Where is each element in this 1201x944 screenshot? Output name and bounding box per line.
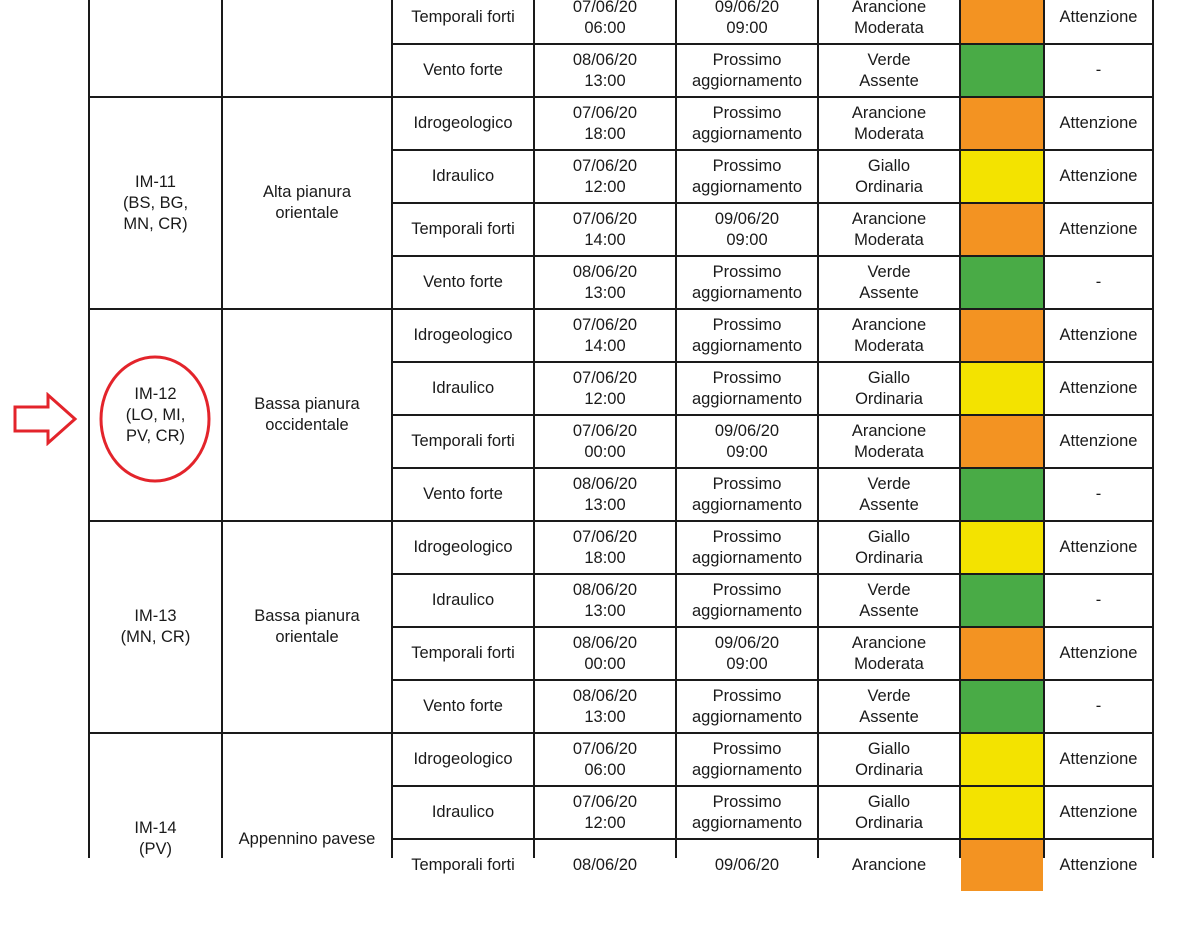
alert-color-swatch xyxy=(961,310,1043,361)
alert-level-cell: Arancione Moderata xyxy=(851,103,927,143)
phase-cell: - xyxy=(1095,61,1102,79)
risk-type-cell: Temporali forti xyxy=(411,432,515,450)
start-date-cell: 07/06/20 14:00 xyxy=(572,209,638,249)
alert-color-swatch xyxy=(961,787,1043,838)
column-divider xyxy=(88,0,90,858)
alert-level-cell: Verde Assente xyxy=(859,686,919,726)
alert-color-swatch xyxy=(961,575,1043,626)
risk-type-cell: Idrogeologico xyxy=(413,538,513,556)
alert-color-swatch xyxy=(961,469,1043,520)
start-date-cell: 07/06/20 06:00 xyxy=(572,0,638,37)
alert-color-swatch xyxy=(961,45,1043,96)
risk-type-cell: Idraulico xyxy=(431,379,495,397)
phase-cell: Attenzione xyxy=(1059,379,1138,397)
risk-type-cell: Idrogeologico xyxy=(413,750,513,768)
risk-type-cell: Vento forte xyxy=(423,697,503,715)
alert-level-cell: Arancione Moderata xyxy=(851,315,927,355)
end-date-cell: 09/06/20 09:00 xyxy=(714,209,780,249)
end-date-cell: Prossimo aggiornamento xyxy=(691,156,803,196)
alert-color-swatch xyxy=(961,363,1043,414)
risk-type-cell: Vento forte xyxy=(423,61,503,79)
zone-name-cell: Bassa pianura occidentale xyxy=(254,395,360,434)
alert-level-cell: Giallo Ordinaria xyxy=(855,156,923,196)
highlight-circle xyxy=(98,352,214,486)
end-date-cell: Prossimo aggiornamento xyxy=(691,792,803,832)
phase-cell: - xyxy=(1095,697,1102,715)
start-date-cell: 07/06/20 18:00 xyxy=(572,103,638,143)
phase-cell: Attenzione xyxy=(1059,856,1138,874)
phase-cell: Attenzione xyxy=(1059,538,1138,556)
alert-color-swatch xyxy=(961,522,1043,573)
column-divider xyxy=(1043,0,1045,858)
start-date-cell: 08/06/20 00:00 xyxy=(572,633,638,673)
end-date-cell: 09/06/20 09:00 xyxy=(714,421,780,461)
phase-cell: Attenzione xyxy=(1059,750,1138,768)
end-date-cell: Prossimo aggiornamento xyxy=(691,474,803,514)
zone-code-cell: IM-11 (BS, BG, MN, CR) xyxy=(122,172,189,233)
end-date-cell: Prossimo aggiornamento xyxy=(691,368,803,408)
column-divider xyxy=(221,0,223,858)
phase-cell: Attenzione xyxy=(1059,644,1138,662)
start-date-cell: 07/06/20 06:00 xyxy=(572,739,638,779)
alert-level-cell: Giallo Ordinaria xyxy=(855,739,923,779)
phase-cell: - xyxy=(1095,485,1102,503)
column-divider xyxy=(391,0,393,858)
alert-color-swatch xyxy=(961,151,1043,202)
risk-type-cell: Temporali forti xyxy=(411,856,515,874)
risk-type-cell: Temporali forti xyxy=(411,8,515,26)
alert-level-cell: Giallo Ordinaria xyxy=(855,527,923,567)
start-date-cell: 07/06/20 12:00 xyxy=(572,368,638,408)
start-date-cell: 08/06/20 13:00 xyxy=(572,474,638,514)
alert-level-cell: Arancione Moderata xyxy=(851,421,927,461)
alert-color-swatch xyxy=(961,257,1043,308)
alert-level-cell: Arancione Moderata xyxy=(851,209,927,249)
zone-name-cell xyxy=(223,0,391,96)
alert-level-cell: Verde Assente xyxy=(859,50,919,90)
zone-code-cell: IM-14 (PV) xyxy=(134,819,177,858)
alert-level-cell: Arancione Moderata xyxy=(851,0,927,37)
phase-cell: Attenzione xyxy=(1059,114,1138,132)
risk-type-cell: Vento forte xyxy=(423,485,503,503)
zone-name-cell: Appennino pavese xyxy=(238,829,376,848)
alert-level-cell: Giallo Ordinaria xyxy=(855,368,923,408)
phase-cell: - xyxy=(1095,591,1102,609)
alert-color-swatch xyxy=(961,416,1043,467)
end-date-cell: 09/06/20 09:00 xyxy=(714,633,780,673)
start-date-cell: 08/06/20 xyxy=(572,856,638,874)
phase-cell: Attenzione xyxy=(1059,432,1138,450)
end-date-cell: Prossimo aggiornamento xyxy=(691,580,803,620)
risk-type-cell: Idrogeologico xyxy=(413,114,513,132)
phase-cell: Attenzione xyxy=(1059,167,1138,185)
start-date-cell: 07/06/20 12:00 xyxy=(572,792,638,832)
alert-level-cell: Arancione Moderata xyxy=(851,633,927,673)
alert-color-swatch xyxy=(961,734,1043,785)
risk-type-cell: Idraulico xyxy=(431,167,495,185)
end-date-cell: Prossimo aggiornamento xyxy=(691,50,803,90)
risk-type-cell: Idrogeologico xyxy=(413,326,513,344)
start-date-cell: 07/06/20 12:00 xyxy=(572,156,638,196)
phase-cell: Attenzione xyxy=(1059,803,1138,821)
alert-level-cell: Arancione xyxy=(851,856,927,874)
end-date-cell: Prossimo aggiornamento xyxy=(691,103,803,143)
end-date-cell: Prossimo aggiornamento xyxy=(691,686,803,726)
column-divider xyxy=(1152,0,1154,858)
column-divider xyxy=(959,0,961,858)
zone-code-cell: IM-13 (MN, CR) xyxy=(120,607,191,646)
alert-color-swatch xyxy=(961,840,1043,891)
risk-type-cell: Temporali forti xyxy=(411,644,515,662)
zone-name-cell: Alta pianura orientale xyxy=(262,183,352,222)
alert-color-swatch xyxy=(961,628,1043,679)
end-date-cell: Prossimo aggiornamento xyxy=(691,527,803,567)
column-divider xyxy=(817,0,819,858)
alert-level-cell: Verde Assente xyxy=(859,474,919,514)
start-date-cell: 07/06/20 18:00 xyxy=(572,527,638,567)
end-date-cell: 09/06/20 09:00 xyxy=(714,0,780,37)
column-divider xyxy=(675,0,677,858)
phase-cell: - xyxy=(1095,273,1102,291)
risk-type-cell: Vento forte xyxy=(423,273,503,291)
alert-level-cell: Verde Assente xyxy=(859,262,919,302)
zone-name-cell: Bassa pianura orientale xyxy=(254,607,360,646)
alert-color-swatch xyxy=(961,98,1043,149)
start-date-cell: 07/06/20 14:00 xyxy=(572,315,638,355)
end-date-cell: Prossimo aggiornamento xyxy=(691,739,803,779)
end-date-cell: 09/06/20 xyxy=(714,856,780,874)
start-date-cell: 08/06/20 13:00 xyxy=(572,262,638,302)
alert-level-cell: Giallo Ordinaria xyxy=(855,792,923,832)
zone-code-cell: IM-12 (LO, MI, PV, CR) xyxy=(125,384,186,445)
alert-color-swatch xyxy=(961,204,1043,255)
start-date-cell: 08/06/20 13:00 xyxy=(572,580,638,620)
alert-color-swatch xyxy=(961,681,1043,732)
phase-cell: Attenzione xyxy=(1059,326,1138,344)
phase-cell: Attenzione xyxy=(1059,8,1138,26)
risk-type-cell: Idraulico xyxy=(431,591,495,609)
alert-color-swatch xyxy=(961,0,1043,43)
start-date-cell: 08/06/20 13:00 xyxy=(572,50,638,90)
phase-cell: Attenzione xyxy=(1059,220,1138,238)
right-arrow-icon xyxy=(12,392,78,446)
start-date-cell: 07/06/20 00:00 xyxy=(572,421,638,461)
column-divider xyxy=(533,0,535,858)
end-date-cell: Prossimo aggiornamento xyxy=(691,315,803,355)
risk-type-cell: Temporali forti xyxy=(411,220,515,238)
risk-type-cell: Idraulico xyxy=(431,803,495,821)
end-date-cell: Prossimo aggiornamento xyxy=(691,262,803,302)
zone-code-cell xyxy=(90,0,221,58)
start-date-cell: 08/06/20 13:00 xyxy=(572,686,638,726)
alert-level-cell: Verde Assente xyxy=(859,580,919,620)
